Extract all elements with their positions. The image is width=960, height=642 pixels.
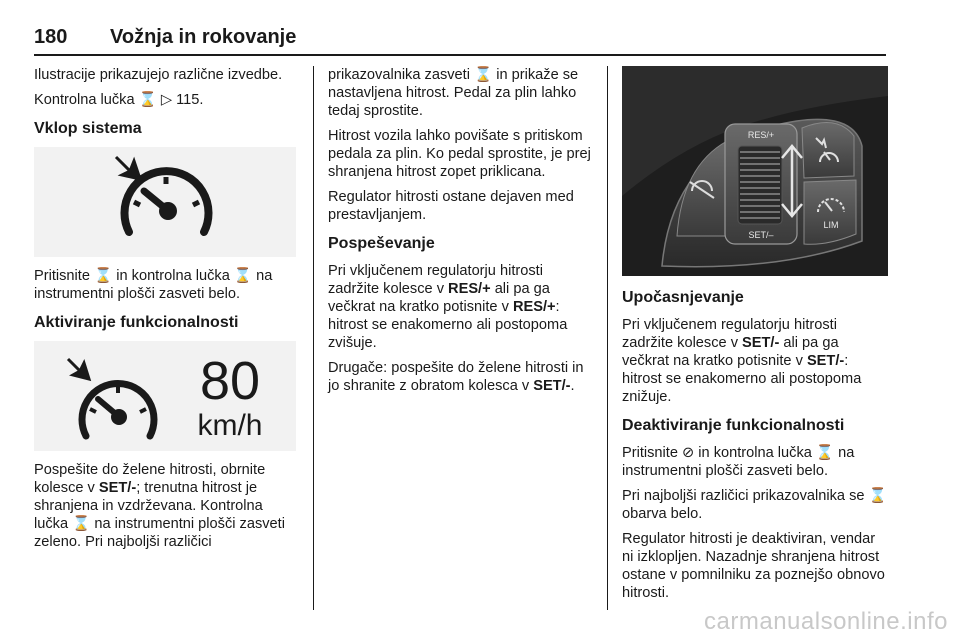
set-minus-label: SET/– — [748, 230, 774, 240]
lim-label: LIM — [823, 220, 839, 230]
set-speed-value: 80 — [199, 351, 261, 411]
thumbwheel — [738, 146, 782, 224]
paragraph-increase-speed: Hitrost vozila lahko povišate s pritiskom pedala za plin. Ko pedal sprostite, je prej shranjena hitrost zopet priklicana. — [328, 128, 591, 180]
paragraph-res-plus: Pri vključenem regulatorju hitrosti zadržite kolesce v RES/+ ali pa ga večkrat na kratko potisnite v RES/+: hitrost se enakomerno ali postopoma zvišuje. — [328, 263, 568, 351]
column-3 — [622, 66, 888, 609]
steering-wheel-controls-figure — [622, 66, 888, 276]
paragraph-set-minus: Pri vključenem regulatorju hitrosti zadržite kolesce v SET/- ali pa ga večkrat na kratko potisnite v SET/-: hitrost se enakomerno ali postopoma znižuje. — [622, 317, 862, 405]
paragraph-deactivated: Regulator hitrosti je deaktiviran, vendar ni izklopljen. Nazadnje shranjena hitrost ostane v pomnilniku za poznejšo obnovo hitrosti. — [622, 531, 885, 601]
page-number: 180 — [34, 26, 68, 48]
paragraph-display-white: Pri najboljši različici prikazovalnika se ⌛ obarva belo. — [622, 488, 887, 522]
page-header — [34, 24, 886, 56]
cruise-control-icon — [34, 147, 296, 257]
heading-switch-on: Vklop sistema — [34, 120, 142, 137]
paragraph-press-switch: Pritisnite ⌛ in kontrolna lučka ⌛ na instrumentni plošči zasveti belo. — [34, 268, 273, 302]
watermark: carmanualsonline.info — [704, 608, 948, 635]
paragraph-display: prikazovalnika zasveti ⌛ in prikaže se nastavljena hitrost. Pedal za plin lahko tedaj sprostite. — [328, 67, 579, 119]
column-2 — [328, 66, 594, 402]
speed-unit: km/h — [197, 409, 263, 442]
column-divider-2 — [607, 66, 608, 610]
heading-acceleration: Pospeševanje — [328, 235, 435, 252]
column-divider-1 — [313, 66, 314, 610]
cruise-speed-display — [34, 341, 296, 451]
set-speed-figure — [34, 341, 296, 451]
column-1 — [34, 66, 296, 558]
cruise-control-icon-figure — [34, 147, 296, 257]
chapter-title: Vožnja in rokovanje — [110, 26, 297, 48]
res-plus-label: RES/+ — [747, 130, 775, 140]
steering-wheel-controls — [622, 66, 888, 276]
paragraph-press-cancel: Pritisnite ⊘ in kontrolna lučka ⌛ na instrumentni plošči zasveti belo. — [622, 445, 855, 479]
heading-activate: Aktiviranje funkcionalnosti — [34, 314, 239, 331]
paragraph-alternative: Drugače: pospešite do želene hitrosti in jo shranite z obratom kolesca v SET/-. — [328, 360, 584, 394]
heading-deceleration: Upočasnjevanje — [622, 289, 744, 306]
paragraph-illustrations: Ilustracije prikazujejo različne izvedbe. — [34, 67, 283, 83]
heading-deactivate: Deaktiviranje funkcionalnosti — [622, 417, 845, 434]
paragraph-indicator-ref: Kontrolna lučka ⌛ ▷ 115. — [34, 92, 204, 108]
paragraph-gear-shift: Regulator hitrosti ostane dejaven med prestavljanjem. — [328, 189, 574, 223]
paragraph-accelerate-set: Pospešite do želene hitrosti, obrnite kolesce v SET/-; trenutna hitrost je shranjena in vzdrževana. Kontrolna lučka ⌛ na instrumentni plošči zasveti zeleno. Pri najboljši različici — [34, 462, 285, 550]
